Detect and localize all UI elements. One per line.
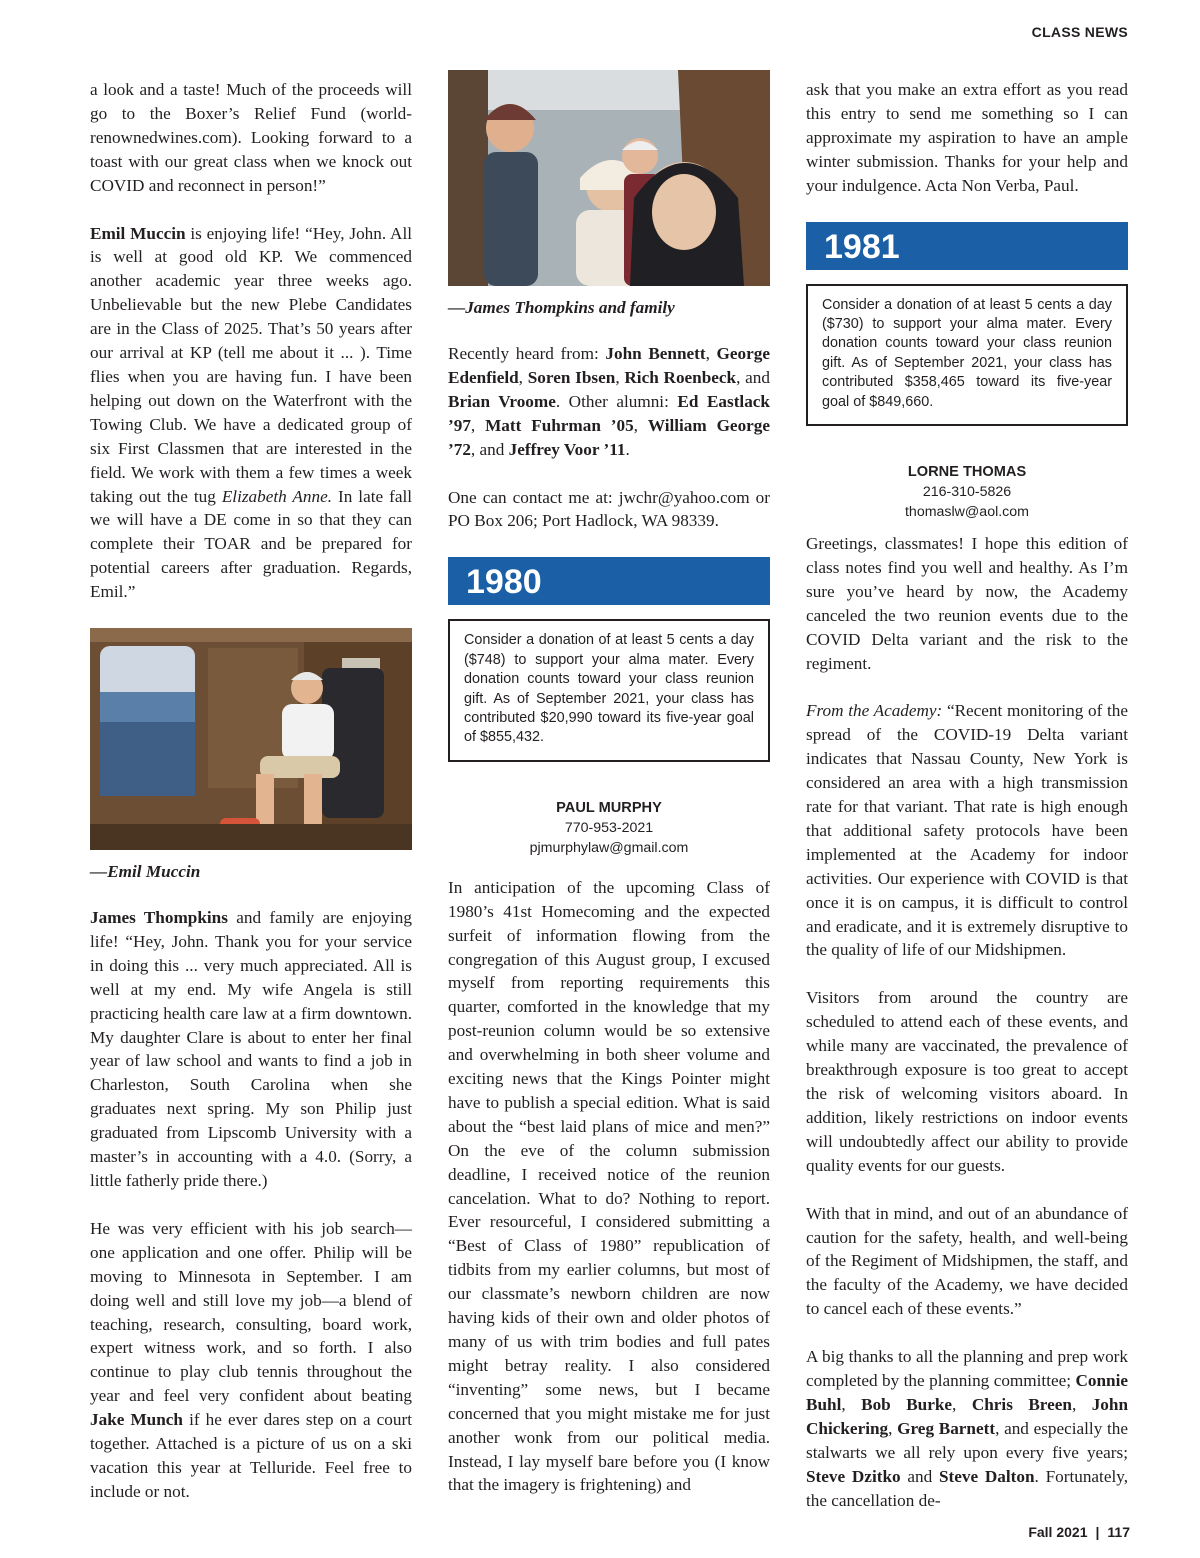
photo-thompkins-family: [448, 70, 770, 286]
page-number: 117: [1107, 1524, 1130, 1540]
classmate-name: John Bennett: [605, 344, 706, 363]
paragraph-1980-column: In anticipation of the upcoming Class of 1980’s 41st Homecoming and the expected surfeit of information flowing from the congregation of this August group, I excused myself from reporting requirements this quarter, comforted in the knowledge that my post-reunion column would be so extensive and overwhelming in both sheer volume and exciting news that the Kings Pointer might have to publish a special edition. What is said about the “best laid plans of mice and men?” On the eve of the column submission deadline, I received notice of the reunion cancelation. What to do? Nothing to report. Ever resourceful, I considered submitting a “Best of Class of 1980” republication of tidbits from my earlier columns, but most of our classmate’s newborn children are now having kids of their own and older photos of many of us with trim bodies and full pates might betray reality. I also considered “inventing” some news, but I became concerned that you might mistake me for just another wonk from our political media. Instead, I lay myself bare before you (I know that the imagery is frightening) and: [448, 877, 770, 1495]
paragraph: He was very efficient with his job search—one application and one offer. Philip will be moving to Minnesota in September. I am doing well and still love my job—a blend of teaching, research, consulting, board work, expert witness work, and so forth. I also continue to play club tennis throughout the year and feel very confident about beating Jake Munch if he ever dares step on a court together. Attached is a picture of us on a ski vacation this year at Telluride. Feel free to include or not.: [90, 1218, 412, 1501]
lead-in: From the Academy:: [806, 701, 943, 721]
vessel-name: Elizabeth Anne.: [221, 486, 333, 506]
classmate-name: John Chickering: [806, 1394, 1129, 1438]
class-correspondent-1981: [806, 462, 1128, 522]
classmate-name: Bob Burke: [861, 1394, 953, 1414]
photo-caption: —James Thompkins and family: [448, 298, 675, 317]
contact-info: One can contact me at: jwchr@yahoo.com or PO Box 206; Port Hadlock, WA 98339.: [448, 487, 770, 531]
classmate-name: Jake Munch: [90, 1410, 183, 1430]
classmate-name: James Thompkins: [90, 908, 228, 928]
classmate-name: Emil Muccin: [90, 223, 186, 243]
classmate-name: Brian Vroome: [448, 391, 556, 411]
correspondent-email: thomaslw@aol.com: [904, 503, 1029, 520]
correspondent-name: LORNE THOMAS: [907, 463, 1027, 480]
paragraph-from-academy: From the Academy: “Recent monitoring of the spread of the COVID-19 Delta variant indicates that Nassau County, New York is considered an area with a high transmission rate for that variant. That rate is high enough that additional safety protocols have been implemented at the Academy for indoor activities. Our experience with COVID is that once it is on campus, it is difficult to control and eradicate, and it is extremely disruptive to the quality of life of our Midshipmen.: [806, 701, 1128, 960]
classmate-name: Steve Dzitko: [806, 1466, 901, 1486]
correspondent-phone: 216-310-5826: [922, 483, 1012, 500]
correspondent-name: PAUL MURPHY: [556, 799, 662, 816]
classmate-name: Rich Roenbeck: [624, 367, 737, 387]
paragraph-emil-muccin: Emil Muccin is enjoying life! “Hey, John. All is well at good old KP. We commenced another academic year three weeks ago. Unbelievable but the new Plebe Candidates are in the Class of 2025. That’s 50 years after our arrival at KP (tell me about it ... ). Time flies when you are having fun. I have been helping out down on the Waterfront with the Towing Club. We have a dedicated group of six First Classmen that are interested in the field. We work with them a few times a week taking out the tug Elizabeth Anne. In late fall we will have a DE come in so that they can complete their TOAR and be prepared for potential careers after graduation. Regards, Emil.”: [90, 223, 413, 602]
paragraph: With that in mind, and out of an abundance of caution for the safety, health, and well-being of the Regiment of Midshipmen, the staff, and the faculty of the Academy, we have decided to cancel each of these events.”: [806, 1203, 1128, 1319]
paragraph-thanks: A big thanks to all the planning and prep work completed by the planning committee; Connie Buhl, Bob Burke, Chris Breen, John Chickering, Greg Barnett, and especially the stalwarts we all rely upon every five years; Steve Dzitko and Steve Dalton. Fortunately, the cancellation de-: [806, 1347, 1129, 1510]
paragraph-recently-heard: Recently heard from: John Bennett, George Edenfield, Soren Ibsen, Rich Roenbeck, and Brian Vroome. Other alumni: Ed Eastlack ’97, Matt Fuhrman ’05, William George ’72, and Jeffrey Voor ’11.: [448, 344, 771, 459]
column-3: [806, 78, 1128, 1537]
classmate-name: Steve Dalton: [938, 1466, 1035, 1486]
alumni-name: Jeffrey Voor ’11: [508, 439, 626, 459]
classmate-name: Chris Breen: [971, 1394, 1072, 1414]
class-year-banner-1981: 1981: [806, 222, 1128, 270]
photo-emil-muccin: [90, 628, 412, 850]
correspondent-email: pjmurphylaw@gmail.com: [529, 839, 689, 856]
paragraph: Visitors from around the country are scheduled to attend each of these events, and while many are vaccinated, the prevalence of breakthrough exposure is too great to accept the risk of welcoming visitors aboard. In addition, likely restrictions on indoor events will undoubtedly affect our ability to provide quality events for our guests.: [806, 988, 1128, 1175]
alumni-name: William George ’72: [448, 415, 771, 459]
classmate-name: George Edenfield: [448, 344, 770, 387]
donation-box-1980: Consider a donation of at least 5 cents a day ($748) to support your alma mater. Every donation counts toward your class reunion gift. As of September 2021, your class has contributed $20,990 toward its five-year goal of $855,432.: [448, 619, 770, 761]
paragraph-james-thompkins: James Thompkins and family are enjoying life! “Hey, John. Thank you for your service in doing this ... very much appreciated. All is well at my end. My wife Angela is still practicing health care law at a firm downtown. My daughter Clare is about to enter her final year of law school and wants to find a job in Charleston, South Carolina when she graduates next spring. My son Philip just graduated from Lipscomb University with a master’s in accounting with a 4.0. (Sorry, a little fatherly pride there.): [90, 908, 412, 1190]
running-head: CLASS NEWS: [1031, 24, 1128, 40]
donation-box-1981: Consider a donation of at least 5 cents a day ($730) to support your alma mater. Every donation counts toward your class reunion gift. As of September 2021, your class has contributed $358,465 toward its five-year goal of $849,660.: [806, 284, 1128, 426]
class-correspondent-1980: [448, 798, 770, 858]
alumni-name: Matt Fuhrman ’05: [485, 415, 634, 435]
classmate-name: Connie Buhl: [806, 1371, 1128, 1414]
page-footer: [1028, 1524, 1130, 1540]
photo-caption: —Emil Muccin: [90, 862, 201, 882]
footer-separator: |: [1095, 1524, 1100, 1540]
alumni-name: Ed Eastlack ’97: [448, 391, 770, 435]
classmate-name: Greg Barnett: [897, 1418, 996, 1438]
class-year-banner-1980: 1980: [448, 557, 770, 605]
classmate-name: Soren Ibsen: [527, 367, 616, 387]
issue-label: Fall 2021: [1028, 1524, 1088, 1540]
paragraph: a look and a taste! Much of the proceeds will go to the Boxer’s Relief Fund (world-renownedwines.com). Looking forward to a toast with our great class when we knock out COVID and reconnect in person!”: [90, 80, 412, 195]
column-2: [448, 70, 770, 1521]
column-1: [90, 78, 412, 1528]
paragraph: Greetings, classmates! I hope this edition of class notes find you well and healthy. As I’m sure you’ve heard by now, the Academy canceled the two reunion events due to the COVID Delta variant and the risk to the regiment.: [806, 533, 1128, 673]
paragraph: ask that you make an extra effort as you read this entry to send me something so I can approximate my aspiration to have an ample winter submission. Thanks for your help and your indulgence. Acta Non Verba, Paul.: [806, 80, 1128, 195]
correspondent-phone: 770-953-2021: [564, 819, 654, 836]
